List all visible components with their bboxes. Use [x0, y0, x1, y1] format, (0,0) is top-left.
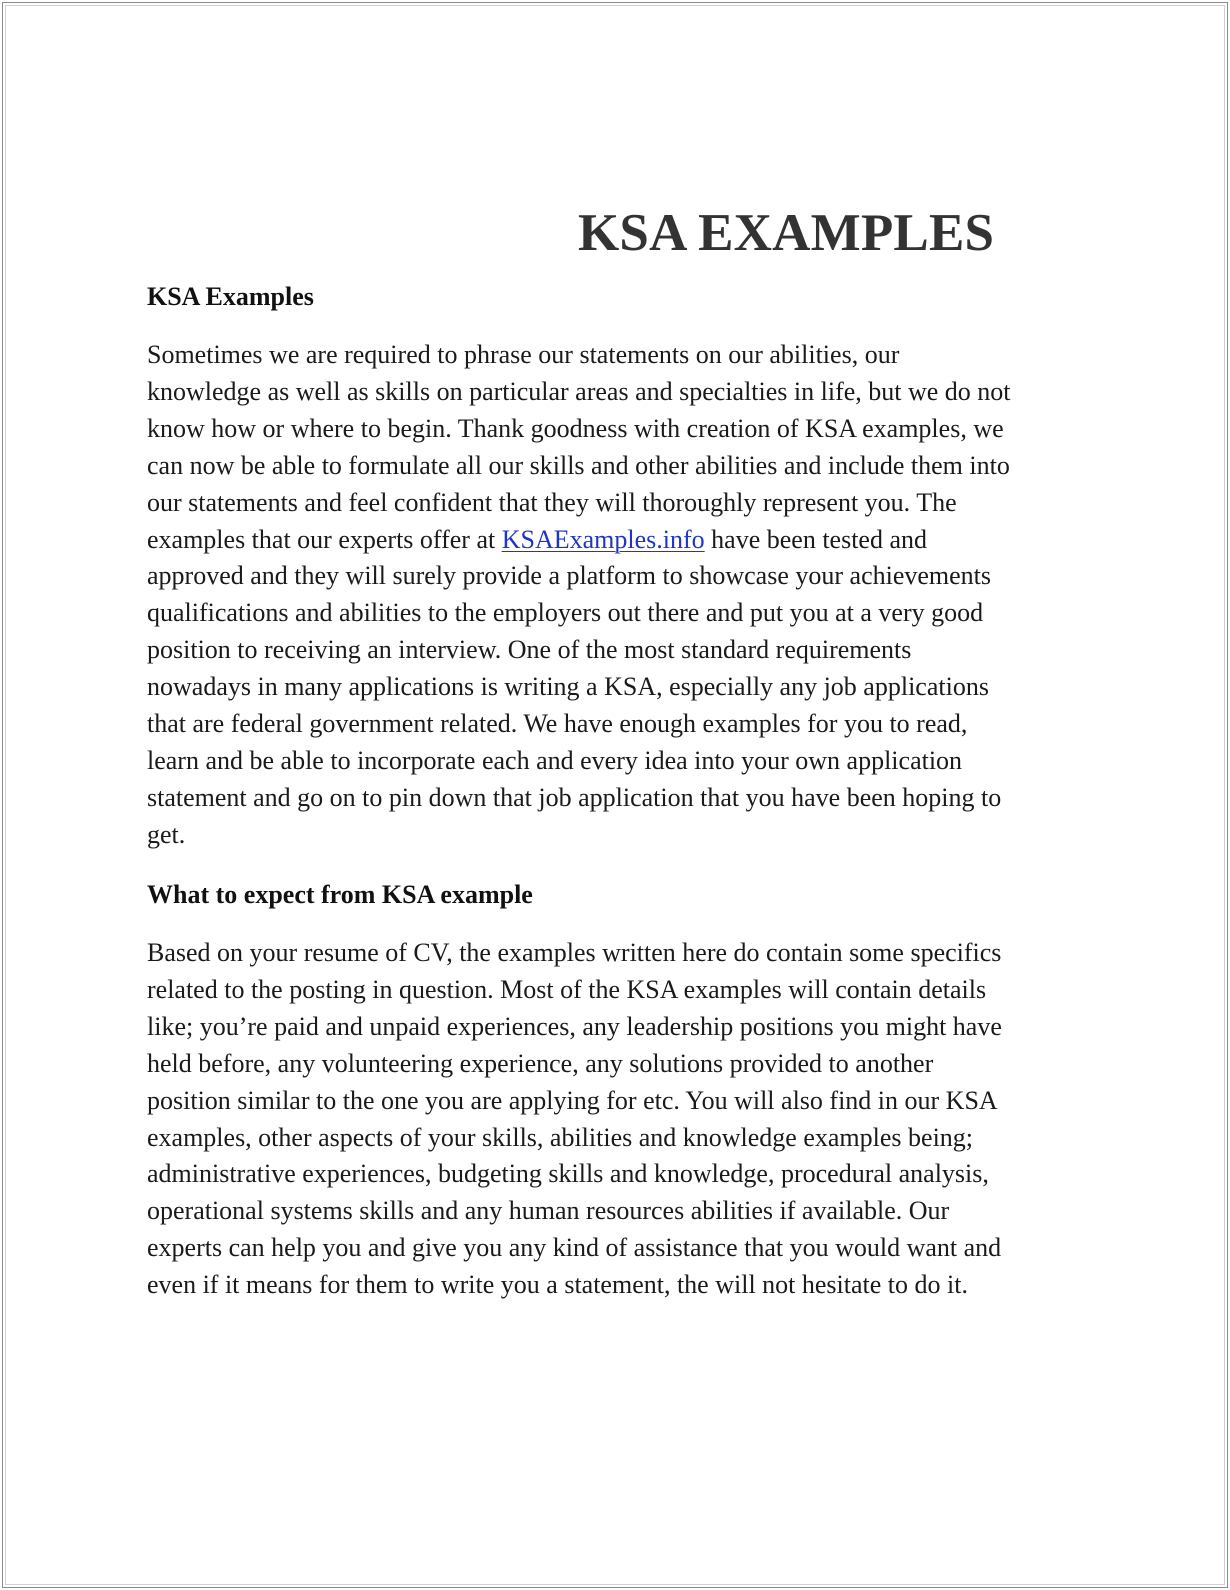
paragraph-line: that are federal government related. We have enough examples for you to read,	[147, 709, 968, 739]
section-heading-what-to-expect: What to expect from KSA example	[147, 880, 533, 909]
paragraph-line: experts can help you and give you any kind of assistance that you would want and	[147, 1233, 1002, 1263]
paragraph-line: know how or where to begin. Thank goodness with creation of KSA examples, we	[147, 413, 1004, 443]
paragraph-line: approved and they will surely provide a platform to showcase your achievements	[147, 561, 992, 591]
section-heading-ksa-examples: KSA Examples	[147, 282, 314, 311]
paragraph-line: administrative experiences, budgeting skills and knowledge, procedural analysis,	[147, 1159, 989, 1189]
paragraph-line: qualifications and abilities to the employers out there and put you at a very good	[147, 598, 984, 628]
paragraph-line: can now be able to formulate all our skills and other abilities and include them into	[147, 450, 1010, 480]
intro-paragraph	[147, 337, 1107, 854]
document-title: KSA EXAMPLES	[578, 204, 995, 262]
paragraph-line: related to the posting in question. Most of the KSA examples will contain details	[147, 974, 987, 1004]
paragraph-line: get.	[147, 819, 186, 849]
paragraph-line: held before, any volunteering experience, any solutions provided to another	[147, 1048, 934, 1078]
paragraph-line: our statements and feel confident that they will thoroughly represent you. The	[147, 487, 957, 517]
paragraph-line: examples, other aspects of your skills, abilities and knowledge examples being;	[147, 1122, 974, 1152]
expectations-paragraph	[147, 935, 1107, 1304]
ksaexamples-link[interactable]: KSAExamples.info	[501, 524, 705, 554]
paragraph-line: like; you’re paid and unpaid experiences, any leadership positions you might have	[147, 1011, 1002, 1041]
paragraph-line: Based on your resume of CV, the examples written here do contain some specifics	[147, 938, 1002, 967]
paragraph-line-with-link	[147, 522, 1107, 559]
paragraph-line: position to receiving an interview. One of the most standard requirements	[147, 635, 912, 665]
paragraph-line: position similar to the one you are applying for etc. You will also find in our KSA	[147, 1085, 998, 1115]
line-text-before-link: examples that our experts offer at	[147, 524, 502, 554]
paragraph-line: statement and go on to pin down that job application that you have been hoping to	[147, 782, 1002, 812]
paragraph-line: even if it means for them to write you a statement, the will not hesitate to do it.	[147, 1270, 968, 1300]
paragraph-line: operational systems skills and any human resources abilities if available. Our	[147, 1196, 950, 1226]
paragraph-line: knowledge as well as skills on particular areas and specialties in life, but we do not	[147, 376, 1011, 406]
line-text-after-link: have been tested and	[704, 524, 928, 554]
paragraph-line: Sometimes we are required to phrase our statements on our abilities, our	[147, 340, 900, 369]
paragraph-line: nowadays in many applications is writing a KSA, especially any job applications	[147, 672, 989, 702]
paragraph-line: learn and be able to incorporate each and every idea into your own application	[147, 745, 963, 775]
